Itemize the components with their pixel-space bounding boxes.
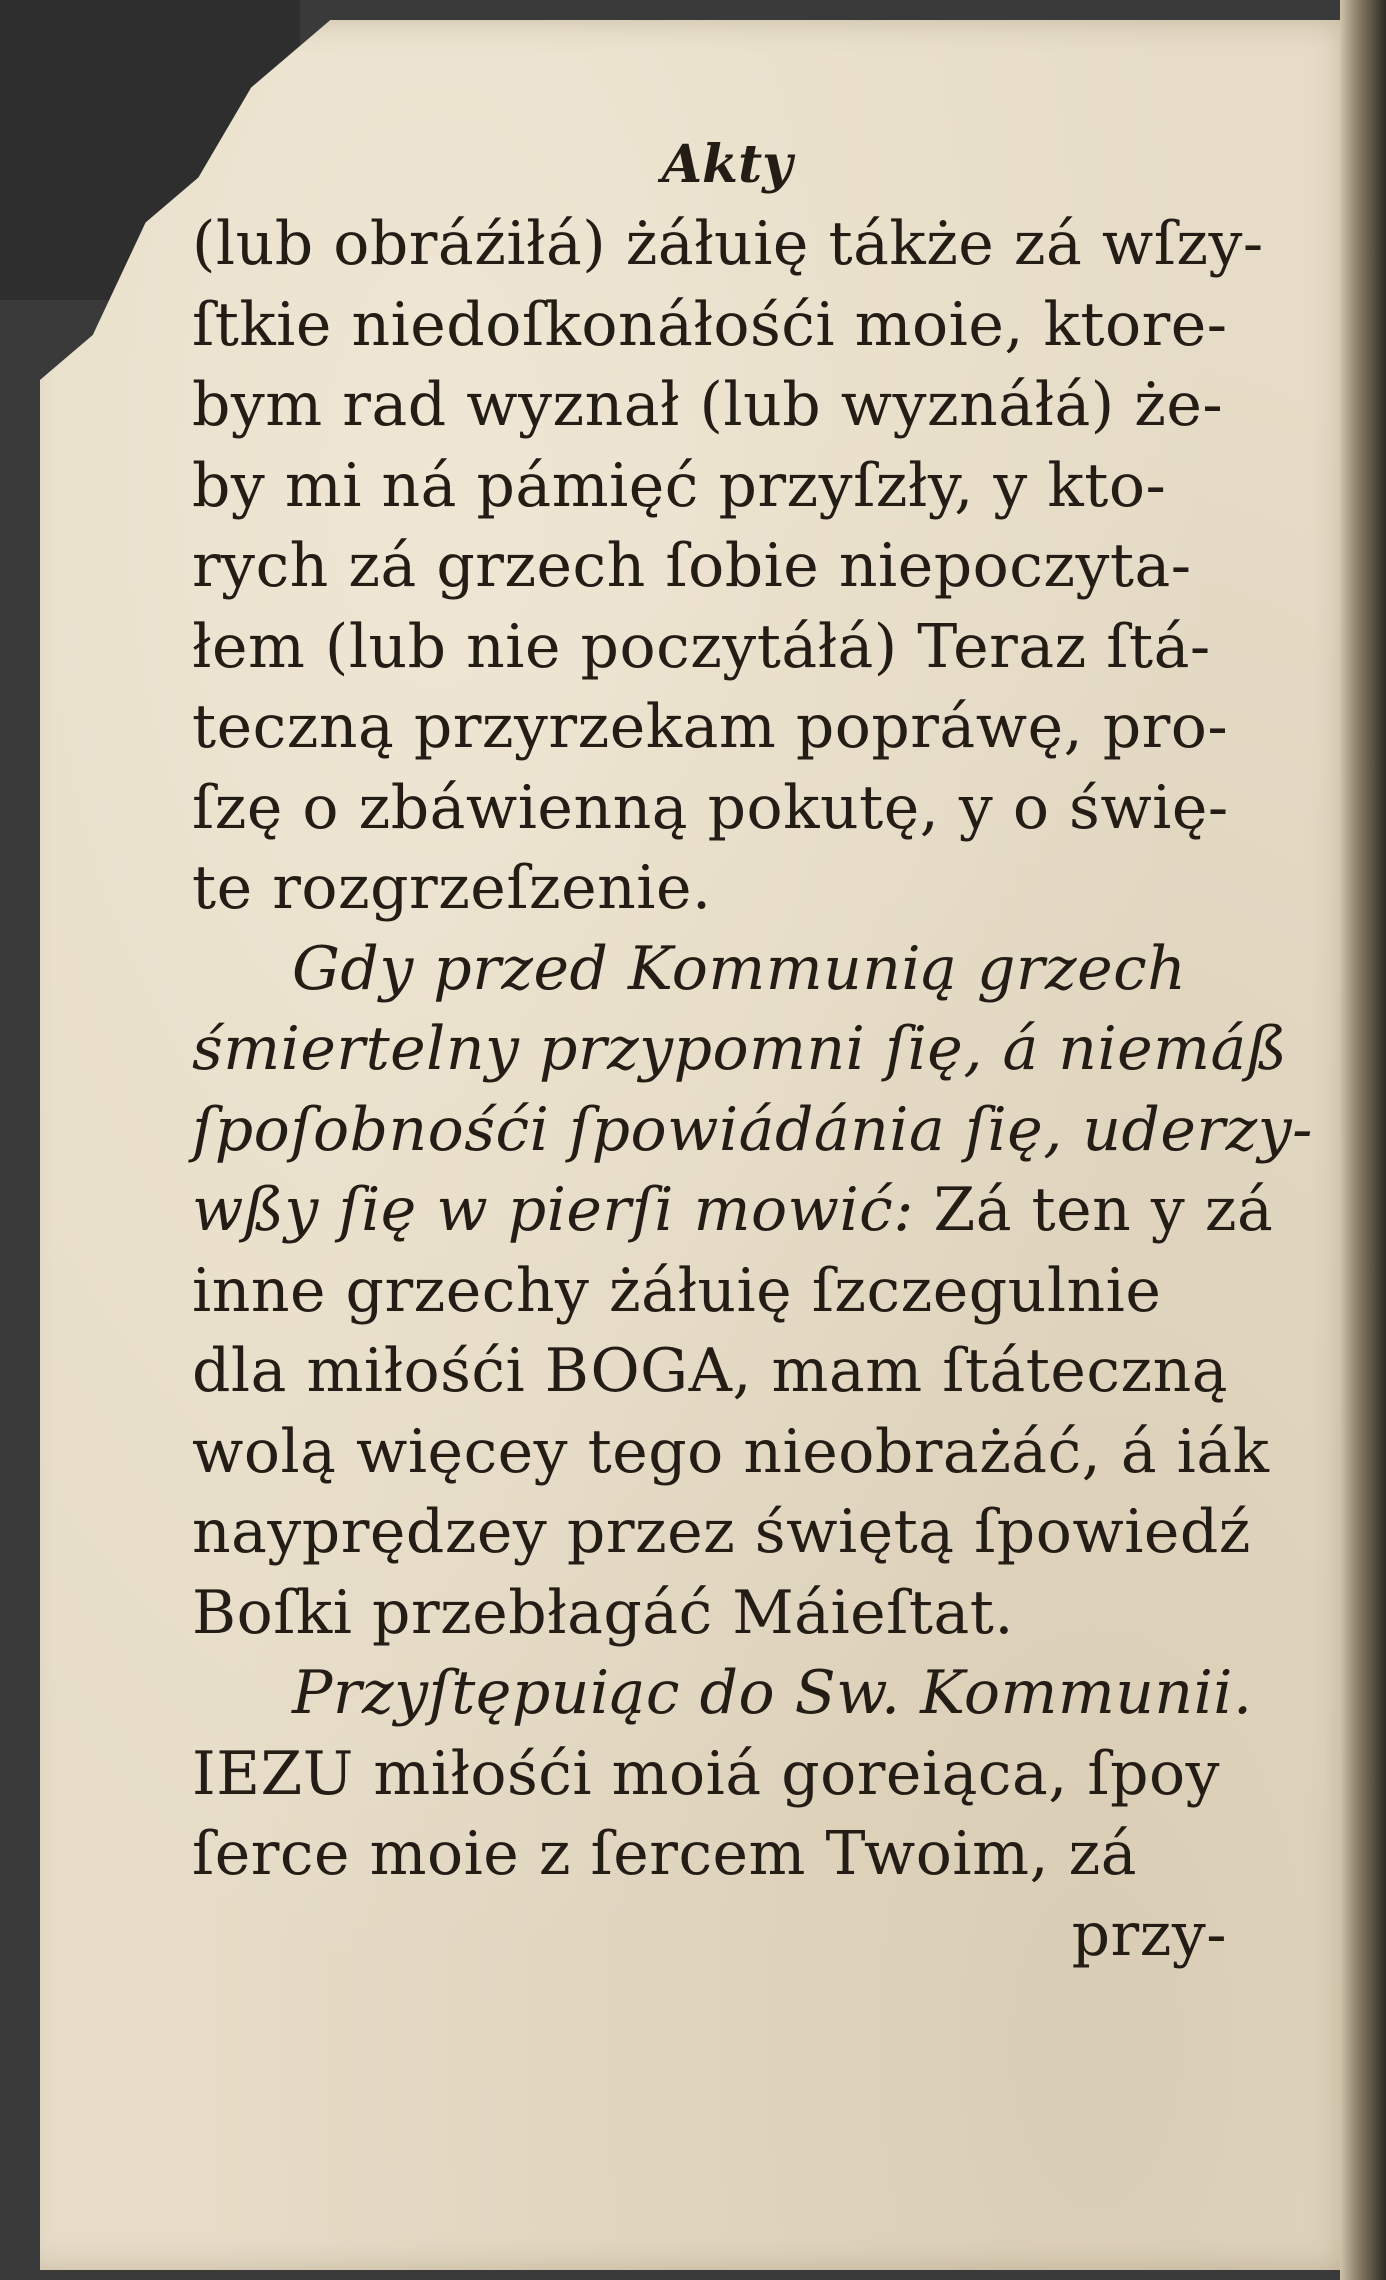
text-line: ſerce moie z ſercem Twoim, zá — [192, 1819, 1137, 1889]
text-line: IEZU miłośći moiá goreiąca, ſpoy — [192, 1738, 1221, 1809]
rubric-line: ſpoſobnośći ſpowiádánia ſię, uderzy- — [192, 1094, 1313, 1165]
running-head: Akty — [661, 134, 793, 195]
catchword: przy- — [1071, 1899, 1227, 1970]
text-line: dla miłośći BOGA, mam ſtáteczną — [192, 1336, 1229, 1406]
rubric-line: śmiertelny przypomni ſię, á niemáß — [192, 1014, 1288, 1084]
section-heading: Przyſtępuiąc do Sw. Kommunii. — [292, 1658, 1253, 1728]
binding-edge — [1340, 0, 1386, 2280]
text-line: rych zá grzech ſobie niepoczyta- — [192, 531, 1192, 601]
text-line: Boſki przebłagáć Máieſtat. — [192, 1577, 1014, 1648]
text-line: wolą więcey tego nieobrażáć, á iák — [192, 1416, 1270, 1487]
text-line: łem (lub nie poczytáłá) Teraz ſtá- — [192, 611, 1211, 682]
text-line: bym rad wyznał (lub wyznáłá) że- — [192, 370, 1224, 440]
rubric-line: Gdy przed Kommunią grzech — [292, 933, 1187, 1004]
text-line: inne grzechy żáłuię ſzczegulnie — [192, 1255, 1162, 1326]
text-line: nayprędzey przez świętą ſpowiedź — [192, 1497, 1251, 1567]
text-line: ſzę o zbáwienną pokutę, y o świę- — [192, 772, 1229, 843]
rubric-fragment: wßy ſię w pierſi mowić: — [192, 1175, 914, 1245]
mixed-line — [192, 1170, 1322, 1251]
prayer-fragment: Zá ten y zá — [913, 1175, 1274, 1245]
text-line: ſtkie niedoſkonáłośći moie, ktore- — [192, 289, 1228, 360]
text-line: by mi ná pámięć przyſzły, y kto- — [192, 450, 1167, 521]
text-line: (lub obráźiłá) żáłuię tákże zá wſzy- — [192, 209, 1264, 279]
text-line: teczną przyrzekam popráwę, pro- — [192, 692, 1229, 762]
page-text — [192, 130, 1322, 1975]
text-line: te rozgrzeſzenie. — [192, 853, 712, 923]
